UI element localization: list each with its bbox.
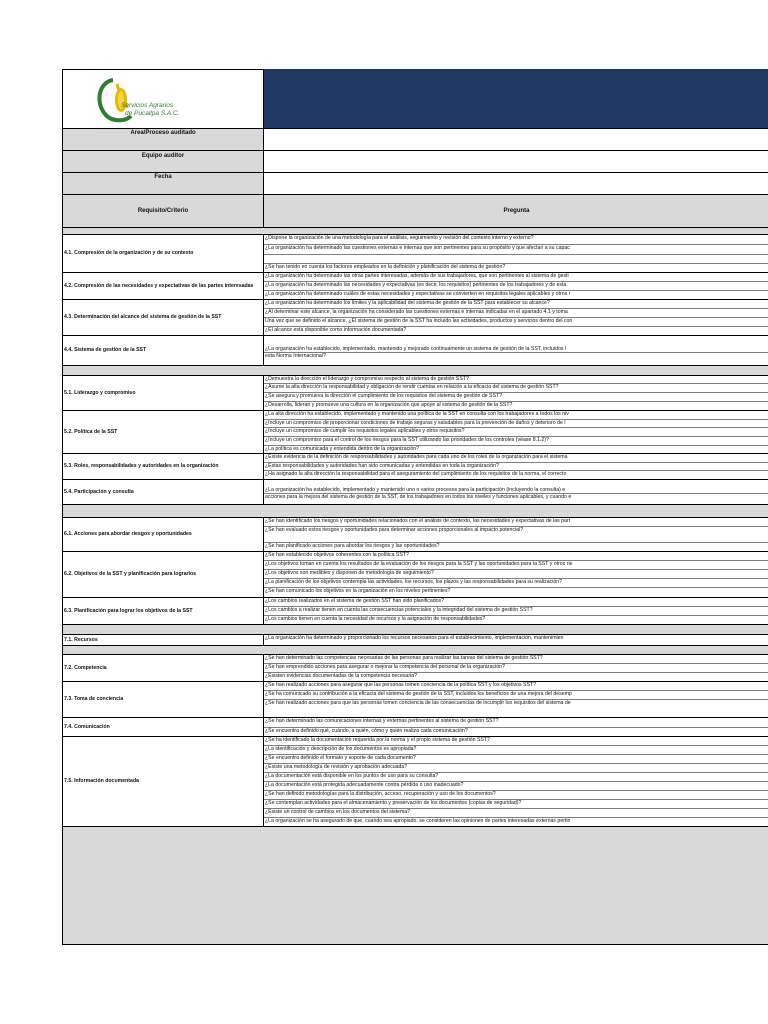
question-cell[interactable]: ¿Se contemplan actividades para el almacenamiento y preservación de los documentos (copias de seguridad)? xyxy=(264,799,768,808)
requirement-cell: 4.3. Determinación del alcance del sistema de gestión de la SST xyxy=(63,299,264,335)
question-cell[interactable]: ¿Se encuentra definido el formato y soporte de cada documento? xyxy=(264,754,768,763)
question-cell[interactable]: ¿Existe una metodología de revisión y aprobación adecuada? xyxy=(264,763,768,772)
question-cell[interactable]: ¿Se han evaluado estos riesgos y oportunidades para determinar acciones proporcionales al impacto potencial? xyxy=(264,526,768,542)
area-label: Area/Proceso auditado xyxy=(63,128,264,150)
question-cell[interactable]: ¿Los cambios realizados en el sistema de gestión SST han sido planificados? xyxy=(264,597,768,606)
question-cell[interactable]: ¿Se ha identificado la documentación requerida por la norma y el propio sistema de gestión SST? xyxy=(264,736,768,745)
requirement-cell: 5.3. Roles, responsabilidades y autoridades en la organización xyxy=(63,453,264,479)
logo-text-1: Servicios Agrarios xyxy=(121,102,174,109)
requirement-cell: 5.1. Liderazgo y compromiso xyxy=(63,375,264,410)
question-cell[interactable]: esta Norma Internacional? xyxy=(264,352,768,365)
question-cell[interactable]: ¿Se han determinado las competencias necesarias de las personas para realizar las tareas del sistema de gestión SST? xyxy=(264,654,768,663)
area-value[interactable] xyxy=(264,128,768,150)
question-cell[interactable]: ¿Los cambios a realizar tienen en cuenta las consecuencias potenciales y la integridad del sistema de gestión SST? xyxy=(264,606,768,615)
company-logo xyxy=(91,72,201,128)
question-cell[interactable]: ¿Ha asignado la alta dirección la responsabilidad para el aseguramiento del cumplimiento de los requisitos de la norma, el correcto xyxy=(264,470,768,479)
question-cell[interactable]: ¿La organización ha determinado y proporcionado los recursos necesarios para el establecimiento, implementación, mantenimien xyxy=(264,634,768,645)
equipo-label: Equipo auditor xyxy=(63,150,264,172)
section-separator xyxy=(63,504,768,517)
fecha-value[interactable] xyxy=(264,172,768,194)
question-cell[interactable]: ¿La organización se ha asegurado de que, cuando sea apropiado, se consideren las opiniones de partes interesadas externas pertin xyxy=(264,817,768,826)
requirement-cell: 6.2. Objetivos de la SST y planificación para lograrlos xyxy=(63,551,264,597)
question-cell[interactable]: ¿Se han emprendido acciones para asegurar o mejorar la competencia del personal de la organización? xyxy=(264,663,768,672)
question-cell[interactable]: ¿Asume la alta dirección la responsabilidad y obligación de rendir cuentas en relación a la eficacia del sistema de gestión SST? xyxy=(264,383,768,392)
question-cell[interactable]: acciones para la mejora del sistema de gestión de la SST, de los trabajadores en todos los niveles y funciones aplicables, y cuando e xyxy=(264,493,768,504)
question-cell[interactable]: ¿La documentación está protegida adecuadamente contra pérdida o uso inadecuado? xyxy=(264,781,768,790)
question-cell[interactable]: ¿Al determinar este alcance, la organización ha considerado las cuestiones externas e internas indicadas en el apartado 4.1 y toma xyxy=(264,308,768,317)
question-cell[interactable]: ¿Incluye un compromiso de proporcionar condiciones de trabajo seguras y saludables para la prevención de daños y deterioro de l xyxy=(264,419,768,427)
question-cell[interactable]: ¿Se encuentra definido qué, cuándo, a quién, cómo y quién realiza cada comunicación? xyxy=(264,727,768,736)
section-separator xyxy=(63,624,768,634)
question-cell[interactable]: ¿La organización ha establecido, implementado y mantenido uno o varios procesos para la participación (incluyendo la consulta) e xyxy=(264,479,768,493)
question-cell[interactable]: ¿El alcance esta disponible como información documentada? xyxy=(264,326,768,335)
requirement-cell: 6.1. Acciones para abordar riesgos y oportunidades xyxy=(63,517,264,551)
table-footer xyxy=(63,826,768,945)
question-cell[interactable]: ¿La organización ha determinado las cuestiones externas e internas que son pertinentes para su propósito y que afectan a su capac xyxy=(264,244,768,254)
question-cell[interactable] xyxy=(264,254,768,263)
question-cell[interactable]: ¿La organización ha determinado los límites y la aplicabilidad del sistema de gestión de la SST para establecer su alcance? xyxy=(264,299,768,308)
question-cell[interactable]: ¿Demuestra la dirección el liderazgo y compromiso respecto al sistema de gestión SST? xyxy=(264,375,768,383)
audit-sheet xyxy=(62,69,768,945)
question-cell[interactable]: ¿La documentación está disponible en los puntos de uso para su consulta? xyxy=(264,772,768,781)
req-col-header: Requisito/Criterio xyxy=(63,194,264,227)
question-cell[interactable]: ¿Se han identificado los riesgos y oportunidades relacionados con el análisis de contexto, las necesidades y expectativas de las part xyxy=(264,517,768,526)
question-cell[interactable]: ¿La identificación y descripción de los documentos es apropiada? xyxy=(264,745,768,754)
question-cell[interactable]: ¿Desarrolla, lideran y promueve una cultura en la organización que apoye al sistema de gestión de la SST? xyxy=(264,401,768,410)
question-cell[interactable]: ¿Se han comunicado los objetivos en la organización en los niveles pertinentes? xyxy=(264,587,768,597)
question-cell[interactable]: ¿Se ha comunicado su contribución a la eficacia del sistema de gestión de la SST, incluidos los beneficios de una mejora del desemp xyxy=(264,690,768,699)
question-cell[interactable]: ¿La organización ha determinado las necesidades y expectativas (es decir, los requisitos) pertinentes de los trabajadores y de esta xyxy=(264,281,768,290)
question-cell[interactable]: ¿Se han realizado acciones para que las personas tomen conciencia de las consecuencias de incumplir los requisitos del sistema de xyxy=(264,699,768,717)
requirement-cell: 5.2. Política de la SST xyxy=(63,410,264,453)
question-cell[interactable]: ¿Se han tenido en cuenta los factores empleados en la definición y planificación del sistema de gestión? xyxy=(264,263,768,272)
logo-text-2: de Pucallpa S.A.C. xyxy=(125,110,180,117)
fecha-label: Fecha xyxy=(63,172,264,194)
question-cell[interactable]: ¿Dispone la organización de una metodología para el análisis, seguimiento y revisión del contexto interno y externo? xyxy=(264,234,768,244)
question-cell[interactable]: ¿La alta dirección ha establecido, implementado y mantenido una política de la SST en consulta con los trabajadores a todos los niv xyxy=(264,410,768,419)
section-separator xyxy=(63,365,768,375)
question-cell[interactable]: ¿Incluye un compromiso para el control de los riesgos para la SST utilizando las prioridades de los controles (véase 8.1.2)? xyxy=(264,436,768,445)
question-cell[interactable]: Una vez que se definido el alcance, ¿El sistema de gestión de la SST ha incluido las actividades, productos y servicios dentro del con xyxy=(264,317,768,326)
requirement-cell: 5.4. Participación y consulta xyxy=(63,479,264,504)
requirement-cell: 7.5. Información documentada xyxy=(63,736,264,826)
requirement-cell: 4.2. Compresión de las necesidades y expectativas de las partes interesadas xyxy=(63,272,264,299)
requirement-cell: 7.2. Competencia xyxy=(63,654,264,681)
question-cell[interactable]: ¿Se han planificado acciones para abordar los riesgos y las oportunidades? xyxy=(264,542,768,551)
question-cell[interactable]: ¿La organización ha determinado cuáles de estas necesidades y expectativas se convierten en requisitos legales aplicables y otros r xyxy=(264,290,768,299)
section-separator xyxy=(63,227,768,234)
requirement-cell: 7.3. Toma de conciencia xyxy=(63,681,264,717)
equipo-value[interactable] xyxy=(264,150,768,172)
requirement-cell: 4.1. Compresión de la organización y de su contexto xyxy=(63,234,264,272)
question-cell[interactable]: ¿La planificación de los objetivos contempla las actividades, los recursos, los plazos y las responsabilidades para su realización? xyxy=(264,578,768,587)
preg-col-header: Pregunta xyxy=(264,194,768,227)
requirement-cell: 6.3. Planificación para lograr los objetivos de la SST xyxy=(63,597,264,624)
question-cell[interactable]: ¿La organización ha determinado las otras partes interesadas, además de sus trabajadores, que son pertinentes al sistema de gesti xyxy=(264,272,768,281)
requirement-cell: 7.4. Comunicación xyxy=(63,717,264,736)
question-cell[interactable]: ¿Los objetivos toman en cuenta los resultados de la evaluación de los riesgos para la SST y las oportunidades para la SST y otros rie xyxy=(264,560,768,569)
question-cell[interactable]: ¿Se han definido metodologías para la distribución, acceso, recuperación y uso de los documentos? xyxy=(264,790,768,799)
section-separator xyxy=(63,645,768,654)
question-cell[interactable]: ¿Se han realizado acciones para asegurar que las personas tomen conciencia de la política SST y los objetivos SST? xyxy=(264,681,768,690)
title-band xyxy=(264,69,768,128)
question-cell[interactable]: ¿Existe evidencia de la definición de responsabilidades y autoridades para cada uno de los roles de la organización para el sistema xyxy=(264,453,768,462)
logo-cell xyxy=(63,69,264,128)
requirement-cell: 4.4. Sistema de gestión de la SST xyxy=(63,335,264,365)
requirement-cell: 7.1. Recursos xyxy=(63,634,264,645)
question-cell[interactable]: ¿La política es comunicada y entendida dentro de la organización? xyxy=(264,445,768,453)
question-cell[interactable]: ¿Existen evidencias documentadas de la competencia necesaria? xyxy=(264,672,768,681)
question-cell[interactable]: ¿Estas responsabilidades y autoridades han sido comunicadas y entendidas en toda la organización? xyxy=(264,462,768,470)
question-cell[interactable]: ¿Los cambios tienen en cuenta la necesidad de recursos y la asignación de responsabilidades? xyxy=(264,615,768,624)
question-cell[interactable]: ¿La organización ha establecido, implementado, mantenido y mejorado continuamente un sistema de gestión de la SST, incluidos l xyxy=(264,335,768,352)
question-cell[interactable]: ¿Se han establecido objetivos coherentes con la política SST? xyxy=(264,551,768,560)
question-cell[interactable]: ¿Se asegura y promueva la dirección el cumplimiento de los requisitos del sistema de gestión de SST? xyxy=(264,392,768,401)
question-cell[interactable]: ¿Se han determinado las comunicaciones internas y externas pertinentes al sistema de gestión SST? xyxy=(264,717,768,727)
question-cell[interactable]: ¿Los objetivos son medibles y disponen de metodología de seguimiento? xyxy=(264,569,768,578)
question-cell[interactable]: ¿Existe un control de cambios en los documentos del sistema? xyxy=(264,808,768,817)
question-cell[interactable]: ¿Incluye un compromiso de cumplir los requisitos legales aplicables y otros requisitos? xyxy=(264,427,768,436)
